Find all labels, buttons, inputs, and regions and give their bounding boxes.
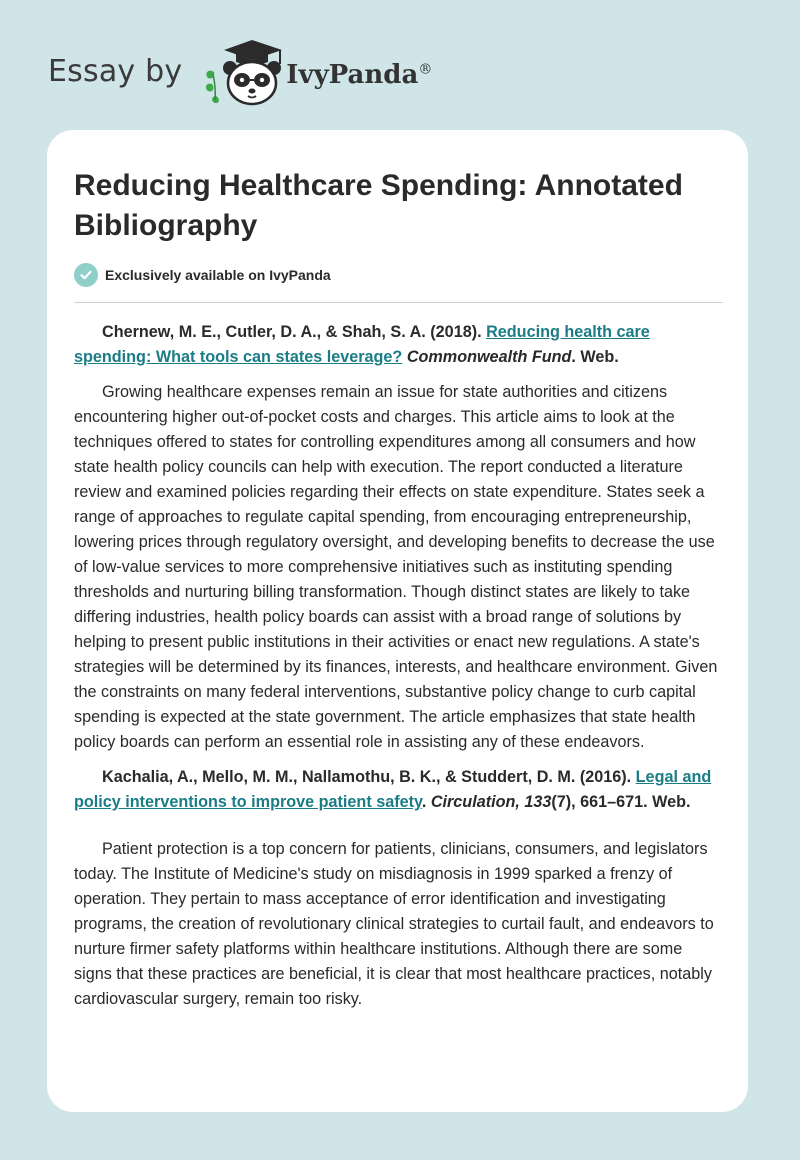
citation-source: Circulation, 133 [430, 793, 552, 811]
bibliography-content [74, 320, 723, 1012]
citation-entry [74, 765, 723, 815]
brand-header [48, 38, 432, 108]
citation-tail: (7), 661–671. Web. [551, 793, 691, 811]
exclusive-badge [74, 263, 331, 287]
exclusive-label: Exclusively available on IvyPanda [105, 267, 331, 283]
citation-authors: Kachalia, A., Mello, M. M., Nallamothu, B. K., & Studdert, D. M. (2016). [102, 768, 632, 786]
annotation-paragraph: Growing healthcare expenses remain an issue for state authorities and citizens encountering higher out-of-pocket costs and charges. This article aims to look at the techniques offered to states for controlling expenditures among all consumers and how state health policy councils can help with execution. The report conducted a literature review and examined policies regarding their effects on state expenditure. States seek a range of approaches to regulate capital spending, from encouraging entrepreneurship, lowering prices through regulatory oversight, and developing benefits to decrease the use of low-value services to more comprehensive initiatives such as instituting spending thresholds and nurturing billing transformation. Though distinct states are likely to take differing industries, health policy boards can assist with a broad range of solutions by helping to present public institutions in their activities or enact new regulations. A state's strategies will be determined by its finances, interests, and healthcare environment. Given the constraints on many federal interventions, substantive policy change to curb capital spending is expected at the state government. The article emphasizes that state health policy boards can perform an essential role in assisting any of these endeavors. [74, 383, 718, 751]
page-title: Reducing Healthcare Spending: Annotated Bibliography [74, 169, 683, 242]
citation-link[interactable]: Reducing health care spending: What tools can states leverage? [74, 323, 650, 366]
brand-name: IvyPanda® [286, 60, 433, 90]
citation-separator: . [421, 793, 431, 811]
check-icon [74, 263, 98, 287]
ivypanda-logo-icon [196, 38, 288, 108]
citation-entry [74, 320, 723, 370]
citation-authors: Chernew, M. E., Cutler, D. A., & Shah, S. A. (2018). [102, 323, 482, 341]
divider [74, 302, 723, 303]
citation-source: Commonwealth Fund [406, 348, 572, 366]
citation-tail: . Web. [571, 348, 619, 366]
citation-link[interactable]: Legal and policy interventions to improve patient safety [74, 768, 712, 811]
essay-by-label: Essay by [48, 53, 183, 89]
document-card [47, 130, 748, 1112]
annotation-paragraph: Patient protection is a top concern for patients, clinicians, consumers, and legislators today. The Institute of Medicine's study on misdiagnosis in 1999 sparked a frenzy of operation. They pertain to mass acceptance of error identification and investigating programs, the creation of revolutionary clinical strategies to curtail fault, and endeavors to nurture firmer safety platforms within healthcare institutions. Although there are some signs that these practices are beneficial, it is clear that most healthcare practices, notably cardiovascular surgery, remain too risky. [74, 840, 714, 1008]
